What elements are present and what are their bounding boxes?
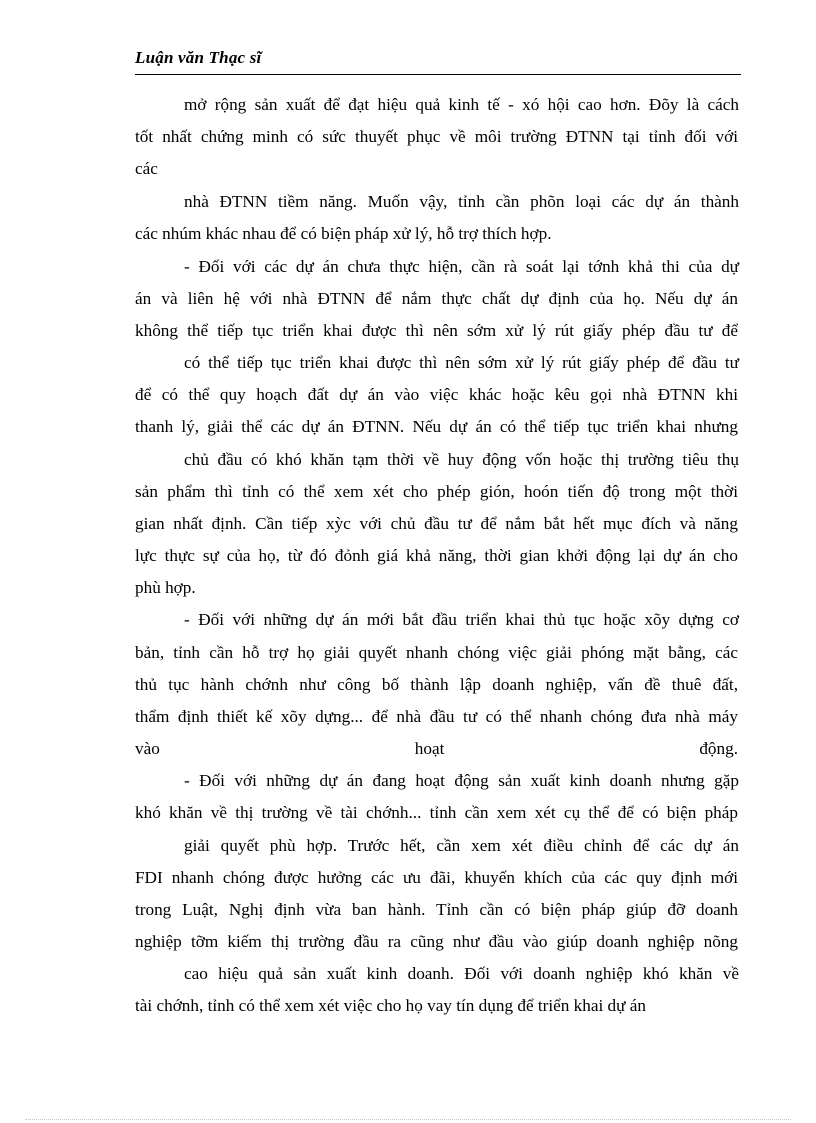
- text-line: chủ đầu có khó khăn tạm thời về huy động vốn hoặc thị trường tiêu thụ: [184, 450, 739, 469]
- footer-divider: [25, 1119, 791, 1120]
- text-line: giải quyết phù hợp. Trước hết, cần xem xét điều chỉnh để các dự án: [184, 836, 739, 855]
- text-line: nhà ĐTNN tiềm năng. Muốn vậy, tỉnh cần phõn loại các dự án thành: [184, 192, 739, 211]
- text-line: không thể tiếp tục triển khai được thì nên sớm xử lý rút giấy phép đầu tư để: [135, 321, 738, 340]
- page-header: [135, 48, 741, 75]
- text-line: cao hiệu quả sản xuất kinh doanh. Đối với doanh nghiệp khó khăn về: [184, 964, 739, 983]
- text-line: vào hoạt động.: [135, 739, 738, 758]
- text-line: mở rộng sản xuất để đạt hiệu quả kinh tế - xó hội cao hơn. Đõy là cách: [184, 95, 739, 114]
- text-line: nghiệp tỡm kiếm thị trường đầu ra cũng như đầu vào giúp doanh nghiệp nõng: [135, 932, 738, 951]
- text-line: sản phẩm thì tỉnh có thể xem xét cho phép gión, hoón tiến độ trong một thời: [135, 482, 738, 501]
- text-line: các nhúm khác nhau để có biện pháp xử lý, hỗ trợ thích hợp.: [135, 224, 552, 243]
- text-line: gian nhất định. Cần tiếp xỳc với chủ đầu tư để nắm bắt hết mục đích và năng: [135, 514, 738, 533]
- text-line: để có thể quy hoạch đất dự án vào việc khác hoặc kêu gọi nhà ĐTNN khi: [135, 385, 738, 404]
- text-line: thanh lý, giải thể các dự án ĐTNN. Nếu dự án có thể tiếp tục triển khai nhưng: [135, 417, 738, 436]
- text-line: FDI nhanh chóng được hưởng các ưu đãi, khuyến khích của các quy định mới: [135, 868, 738, 887]
- text-line: tốt nhất chứng minh có sức thuyết phục về môi trường ĐTNN tại tỉnh đối với: [135, 127, 738, 146]
- text-line: thủ tục hành chớnh như công bố thành lập doanh nghiệp, vấn đề thuê đất,: [135, 675, 738, 694]
- text-line: phù hợp.: [135, 578, 196, 597]
- text-line: thẩm định thiết kế xõy dựng... để nhà đầu tư có thể nhanh chóng đưa nhà máy: [135, 707, 738, 726]
- text-line: tài chớnh, tỉnh có thể xem xét việc cho họ vay tín dụng để triển khai dự án: [135, 996, 646, 1015]
- text-line: khó khăn về thị trường về tài chớnh... tỉnh cần xem xét cụ thể để có biện pháp: [135, 803, 738, 822]
- header-title: Luận văn Thạc sĩ: [135, 48, 262, 67]
- text-line: - Đối với những dự án đang hoạt động sản xuất kinh doanh nhưng gặp: [184, 771, 739, 790]
- text-line: lực thực sự của họ, từ đó đỏnh giá khả năng, thời gian khởi động lại dự án cho: [135, 546, 738, 565]
- text-line: các: [135, 159, 158, 178]
- text-line: - Đối với các dự án chưa thực hiện, cần rà soát lại tớnh khả thi của dự: [184, 257, 739, 276]
- text-line: án và liên hệ với nhà ĐTNN để nắm thực chất dự định của họ. Nếu dự án: [135, 289, 738, 308]
- text-line: trong Luật, Nghị định vừa ban hành. Tỉnh cần có biện pháp giúp đỡ doanh: [135, 900, 738, 919]
- text-line: có thể tiếp tục triển khai được thì nên sớm xử lý rút giấy phép để đầu tư: [184, 353, 739, 372]
- text-line: - Đối với những dự án mới bắt đầu triển khai thủ tục hoặc xõy dựng cơ: [184, 610, 739, 629]
- text-line: bản, tỉnh cần hỗ trợ họ giải quyết nhanh chóng việc giải phóng mặt bằng, các: [135, 643, 738, 662]
